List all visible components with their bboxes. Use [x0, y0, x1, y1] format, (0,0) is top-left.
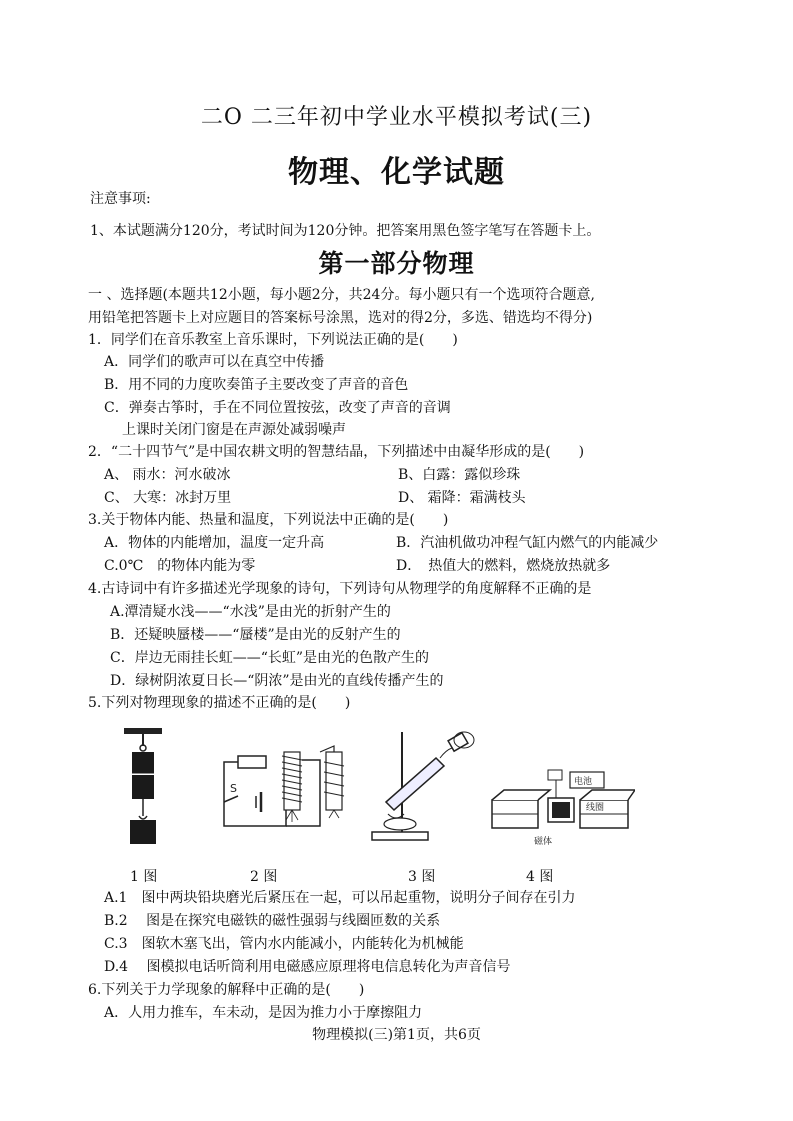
section-title: 第一部分物理	[318, 249, 475, 278]
q4-option-a: A.潭清疑水浅——“水浅”是由光的折射产生的	[110, 604, 391, 620]
figure-3-test-tube	[366, 728, 476, 848]
figure-2-caption: 2 图	[250, 869, 278, 885]
q4-option-b: B．还疑映蜃楼——“蜃楼”是由光的反射产生的	[110, 627, 401, 643]
fig2-switch-label: S	[230, 782, 237, 795]
q1-option-c: C．弹奏古筝时，手在不同位置按弦，改变了声音的音调	[104, 400, 451, 416]
q2-option-b: B、白露：露似珍珠	[398, 467, 521, 483]
q6-stem: 6.下列关于力学现象的解释中正确的是( )	[88, 982, 365, 998]
q3-stem: 3.关于物体内能、热量和温度，下列说法中正确的是( )	[88, 512, 449, 528]
figure-3-caption: 3 图	[408, 869, 436, 885]
q2-option-c: C、 大寒：冰封万里	[104, 490, 232, 506]
q3-option-a: A．物体的内能增加，温度一定升高	[104, 535, 325, 551]
notice-item-1: 1、本试题满分120分，考试时间为120分钟。把答案用黑色签字笔写在答题卡上。	[90, 223, 601, 239]
q5-option-c: C.3 图软木塞飞出，管内水内能减小，内能转化为机械能	[104, 936, 464, 952]
exam-title: 二O 二三年初中学业水平模拟考试(三)	[200, 105, 593, 130]
figure-2-electromagnet-circuit	[216, 742, 356, 832]
figure-1-caption: 1 图	[130, 869, 158, 885]
fig4-magnet-label: 磁体	[534, 837, 553, 847]
q5-option-b: B.2 图是在探究电磁铁的磁性强弱与线圈匝数的关系	[104, 913, 441, 929]
fig4-coil-label: 线圈	[586, 803, 605, 813]
q4-option-c: C．岸边无雨挂长虹——“长虹”是由光的色散产生的	[110, 650, 430, 666]
q2-option-a: A、 雨水：河水破冰	[104, 467, 231, 483]
q2-stem: 2．“二十四节气”是中国农耕文明的智慧结晶，下列描述中由凝华形成的是( )	[88, 444, 585, 460]
fig4-battery-label: 电池	[574, 777, 593, 787]
q5-option-a: A.1 图中两块铅块磨光后紧压在一起，可以吊起重物，说明分子间存在引力	[104, 890, 576, 906]
figure-4-telephone-model	[490, 768, 635, 848]
figure-1-lead-blocks	[118, 726, 168, 848]
q3-option-b: B．汽油机做功冲程气缸内燃气的内能减少	[396, 535, 659, 551]
q3-option-d: D． 热值大的燃料，燃烧放热就多	[396, 558, 611, 574]
q1-option-d: 上课时关闭门窗是在声源处减弱噪声	[122, 422, 346, 438]
exam-subtitle: 物理、化学试题	[288, 155, 505, 190]
q1-stem: 1．同学们在音乐教室上音乐课时，下列说法正确的是( )	[88, 332, 458, 348]
part1-instruction-line1: 一 、选择题(本题共12小题，每小题2分，共24分。每小题只有一个选项符合题意,	[88, 287, 595, 303]
page-footer: 物理模拟(三)第1页，共6页	[312, 1027, 481, 1043]
figure-4-caption: 4 图	[526, 869, 554, 885]
q5-option-d: D.4 图模拟电话听筒利用电磁感应原理将电信息转化为声音信号	[104, 959, 511, 975]
q6-option-a: A．人用力推车，车未动，是因为推力小于摩擦阻力	[104, 1005, 423, 1021]
notice-label: 注意事项:	[90, 191, 151, 207]
q3-option-c: C.0℃ 的物体内能为零	[104, 558, 256, 574]
q4-stem: 4.古诗词中有许多描述光学现象的诗句，下列诗句从物理学的角度解释不正确的是	[88, 581, 592, 597]
part1-instruction-line2: 用铅笔把答题卡上对应题目的答案标号涂黑，选对的得2分，多选、错选均不得分)	[88, 310, 593, 326]
q5-stem: 5.下列对物理现象的描述不正确的是( )	[88, 695, 351, 711]
q1-option-b: B．用不同的力度吹奏笛子主要改变了声音的音色	[104, 377, 409, 393]
q1-option-a: A．同学们的歌声可以在真空中传播	[104, 354, 325, 370]
q2-option-d: D、 霜降：霜满枝头	[398, 490, 526, 506]
q4-option-d: D．绿树阴浓夏日长—“阴浓”是由光的直线传播产生的	[110, 673, 444, 689]
